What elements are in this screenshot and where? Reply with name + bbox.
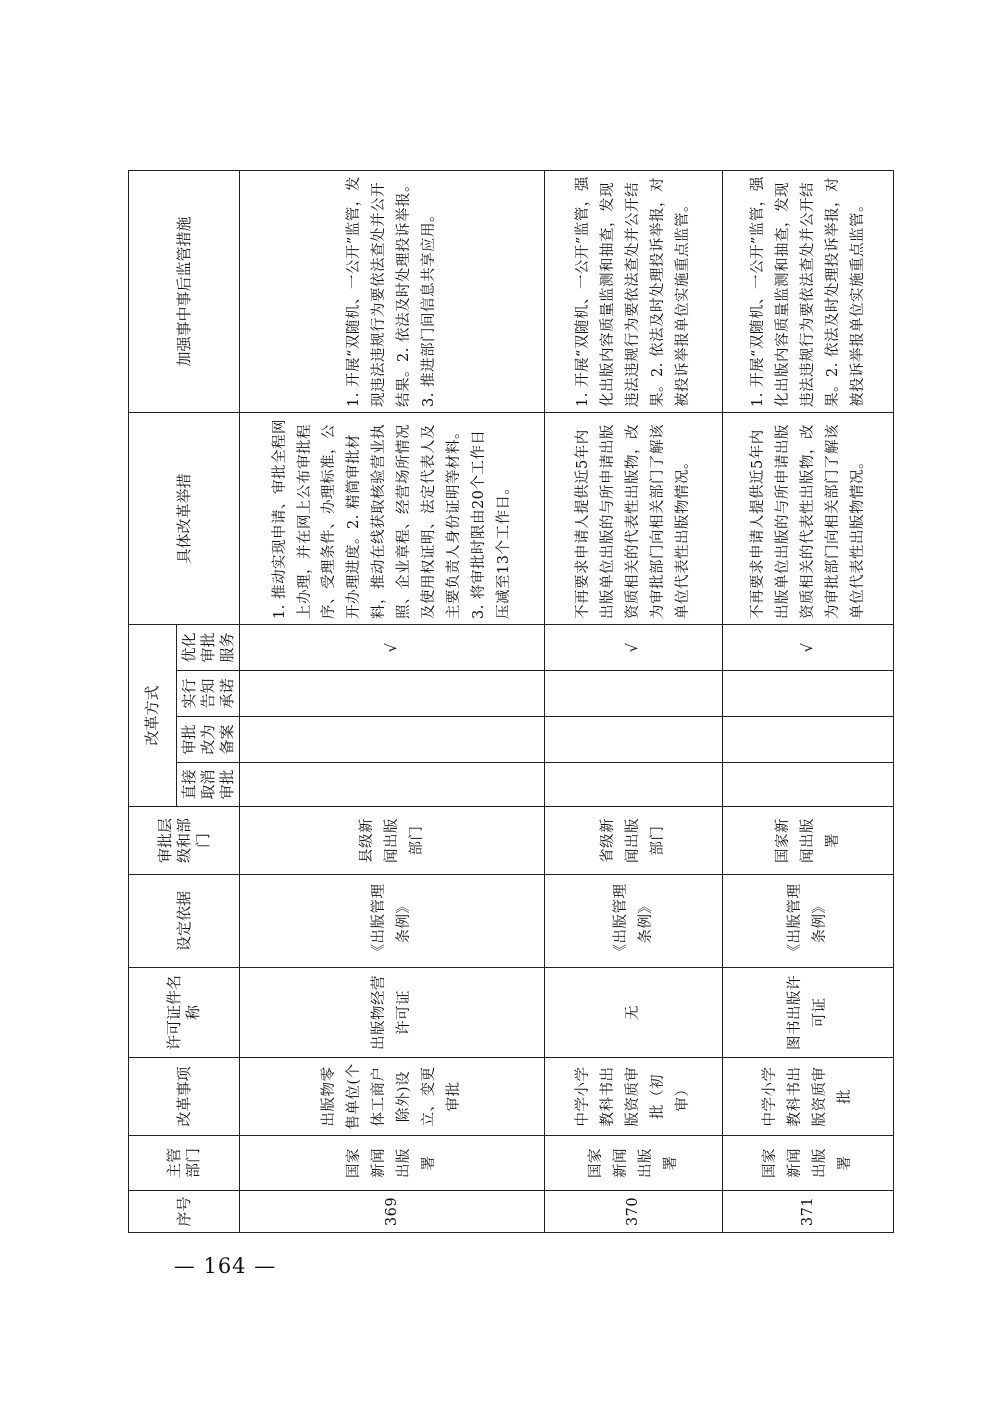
- cell-item: 出版物零售单位(个体工商户除外)设立、变更审批: [240, 1058, 545, 1136]
- rotated-table-stage: [128, 171, 864, 1233]
- table-row: [240, 170, 545, 1232]
- cell-level: 省级新闻出版部门: [545, 807, 723, 875]
- cell-license: 无: [545, 968, 723, 1058]
- cell-optimize-check: √: [545, 624, 723, 670]
- cell-item: 中学小学教科书出版资质审批: [723, 1058, 894, 1136]
- cell-optimize-check: √: [240, 624, 545, 670]
- cell-seq: 371: [723, 1191, 894, 1233]
- cell-license: 图书出版许可证: [723, 968, 894, 1058]
- table-row: [545, 170, 723, 1232]
- header-dept: 主管部门: [129, 1136, 240, 1191]
- header-level: 审批层级和部门: [129, 807, 240, 875]
- cell-measures: 不再要求申请人提供近5年内出版单位出版的与所申请出版资质相关的代表性出版物，改为审批部门向相关部门了解该单位代表性出版物情况。: [723, 412, 894, 624]
- cell-basis: 《出版管理条例》: [723, 875, 894, 968]
- header-measures: 具体改革举措: [129, 412, 240, 624]
- header-optimize: 优化审批服务: [177, 624, 240, 670]
- header-item: 改革事项: [129, 1058, 240, 1136]
- cell-measures: 1. 推动实现申请、审批全程网上办理，并在网上公布审批程序、受理条件、办理标准，公开办理进度。2. 精简审批材料，推动在线获取核验营业执照、企业章程、经营场所情况及使用权证明、法定代表人及主要负责人身份证明等材料。3. 将审批时限由20个工作日压减至13个工作日。: [240, 412, 545, 624]
- cell-notify: [545, 671, 723, 717]
- cell-level: 国家新闻出版署: [723, 807, 894, 875]
- cell-filing: [545, 717, 723, 763]
- cell-supervision: 1. 开展“双随机、一公开”监管，强化出版内容质量监测和抽查，发现违法违规行为要依法查处并公开结果。2. 依法及时处理投诉举报，对被投诉举报单位实施重点监管。: [723, 170, 894, 412]
- reform-table: [128, 170, 894, 1233]
- cell-cancel: [240, 763, 545, 807]
- table-row: [723, 170, 894, 1232]
- cell-dept: 国家新闻出版署: [545, 1136, 723, 1191]
- cell-cancel: [723, 763, 894, 807]
- header-filing: 审批改为备案: [177, 717, 240, 763]
- header-supervision: 加强事中事后监管措施: [129, 170, 240, 412]
- cell-seq: 369: [240, 1191, 545, 1233]
- cell-measures: 不再要求申请人提供近5年内出版单位出版的与所申请出版资质相关的代表性出版物，改为审批部门向相关部门了解该单位代表性出版物情况。: [545, 412, 723, 624]
- header-license: 许可证件名称: [129, 968, 240, 1058]
- cell-filing: [240, 717, 545, 763]
- cell-filing: [723, 717, 894, 763]
- cell-basis: 《出版管理条例》: [240, 875, 545, 968]
- cell-seq: 370: [545, 1191, 723, 1233]
- cell-notify: [240, 671, 545, 717]
- header-notify: 实行告知承诺: [177, 671, 240, 717]
- page-number: — 164 —: [173, 1254, 277, 1278]
- cell-license: 出版物经营许可证: [240, 968, 545, 1058]
- cell-dept: 国家新闻出版署: [723, 1136, 894, 1191]
- cell-notify: [723, 671, 894, 717]
- cell-dept: 国家新闻出版署: [240, 1136, 545, 1191]
- cell-level: 县级新闻出版部门: [240, 807, 545, 875]
- cell-item: 中学小学教科书出版资质审批（初审）: [545, 1058, 723, 1136]
- header-reform-group: 改革方式: [129, 624, 177, 806]
- cell-basis: 《出版管理条例》: [545, 875, 723, 968]
- header-basis: 设定依据: [129, 875, 240, 968]
- header-seq: 序号: [129, 1191, 240, 1233]
- cell-supervision: 1. 开展“双随机、一公开”监管，发现违法违规行为要依法查处并公开结果。2. 依法及时处理投诉举报。3. 推进部门间信息共享应用。: [240, 170, 545, 412]
- cell-supervision: 1. 开展“双随机、一公开”监管，强化出版内容质量监测和抽查，发现违法违规行为要依法查处并公开结果。2. 依法及时处理投诉举报，对被投诉举报单位实施重点监管。: [545, 170, 723, 412]
- cell-optimize-check: √: [723, 624, 894, 670]
- header-cancel: 直接取消审批: [177, 763, 240, 807]
- header-row-1: [129, 170, 177, 1232]
- cell-cancel: [545, 763, 723, 807]
